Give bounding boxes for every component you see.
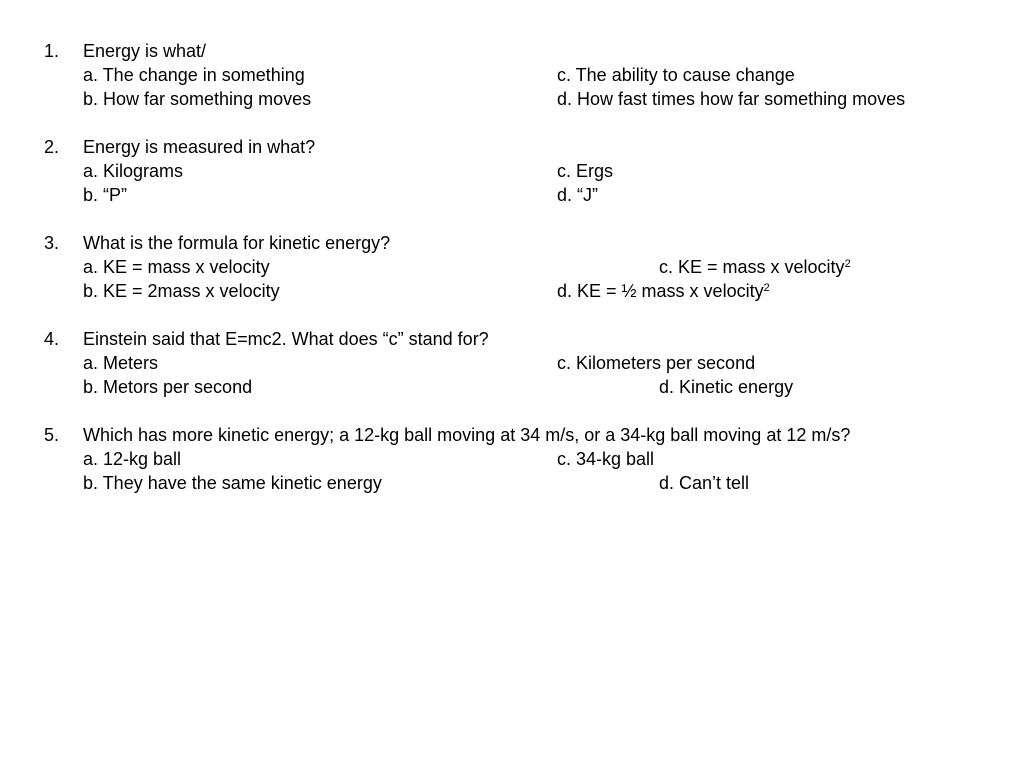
question-4-number: 4. xyxy=(44,329,60,349)
question-3-option-c-exponent: 2 xyxy=(844,258,851,270)
question-5-number: 5. xyxy=(44,425,60,445)
question-3-option-b: b. KE = 2mass x velocity xyxy=(83,281,280,301)
question-4-text: Einstein said that E=mc2. What does “c” stand for? xyxy=(83,329,489,349)
question-1-option-b: b. How far something moves xyxy=(83,89,312,109)
question-4-option-d: d. Kinetic energy xyxy=(659,377,794,397)
question-1-option-d: d. How fast times how far something moves xyxy=(557,89,906,109)
question-5-option-c: c. 34-kg ball xyxy=(557,449,655,469)
question-3-text: What is the formula for kinetic energy? xyxy=(83,233,391,253)
question-4-option-a: a. Meters xyxy=(83,353,159,373)
question-3-option-c-text: c. KE = mass x velocity xyxy=(659,257,845,277)
question-2-option-b: b. “P” xyxy=(83,185,128,205)
question-2-number: 2. xyxy=(44,137,60,157)
question-3-option-c xyxy=(659,255,851,279)
question-1-text: Energy is what/ xyxy=(83,41,207,61)
question-3-number: 3. xyxy=(44,233,60,253)
question-5-option-b: b. They have the same kinetic energy xyxy=(83,473,382,493)
question-2-text: Energy is measured in what? xyxy=(83,137,316,157)
question-5-option-a: a. 12-kg ball xyxy=(83,449,182,469)
question-2-option-a: a. Kilograms xyxy=(83,161,184,181)
question-2-option-d: d. “J” xyxy=(557,185,599,205)
question-3-option-d xyxy=(557,279,770,303)
question-5-option-d: d. Can’t tell xyxy=(659,473,750,493)
question-4-option-c: c. Kilometers per second xyxy=(557,353,756,373)
question-1-option-a: a. The change in something xyxy=(83,65,305,85)
question-1-number: 1. xyxy=(44,41,60,61)
question-5-text: Which has more kinetic energy; a 12-kg ball moving at 34 m/s, or a 34-kg ball moving at 12 m/s? xyxy=(83,425,851,445)
question-4-option-b: b. Metors per second xyxy=(83,377,253,397)
question-3-option-d-text: d. KE = ½ mass x velocity xyxy=(557,281,764,301)
question-2-option-c: c. Ergs xyxy=(557,161,614,181)
question-3-option-a: a. KE = mass x velocity xyxy=(83,257,270,277)
question-1-option-c: c. The ability to cause change xyxy=(557,65,795,85)
question-3-option-d-exponent: 2 xyxy=(763,282,770,294)
